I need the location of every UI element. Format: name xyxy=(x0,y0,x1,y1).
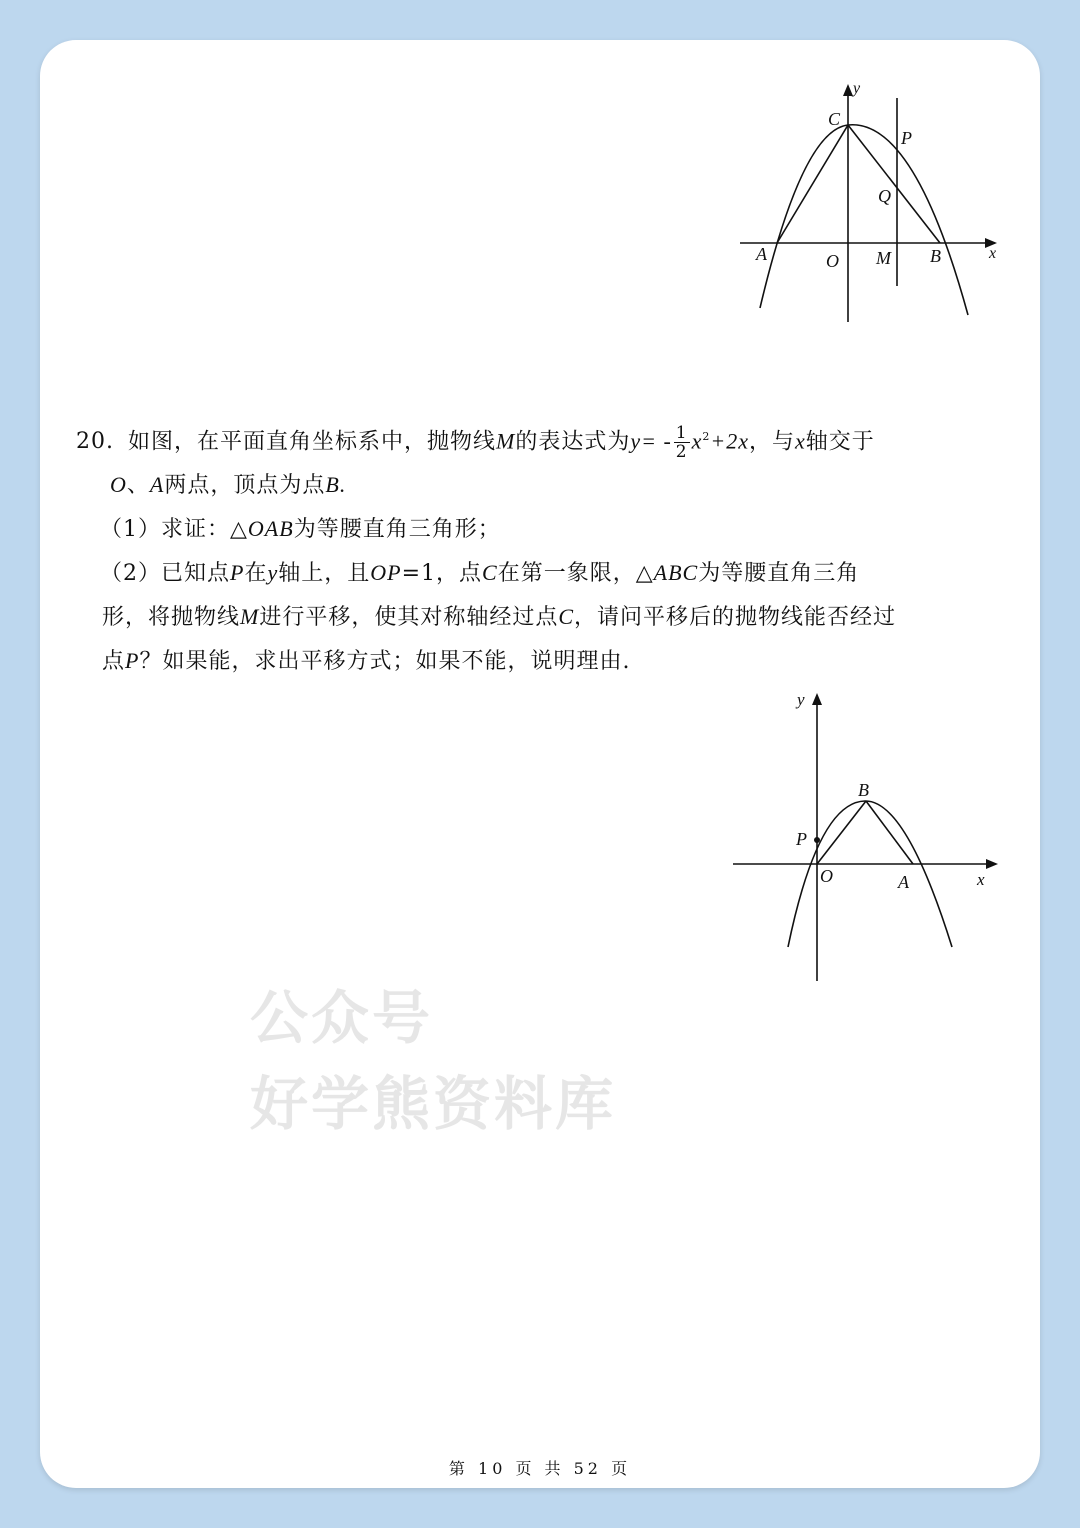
problem-part-2 xyxy=(76,551,1006,595)
label-a: A xyxy=(898,872,909,892)
problem-number: 20. xyxy=(76,429,114,455)
parabola-curve xyxy=(788,801,952,947)
text-segment: ，请问平移后的抛物线能否经过 xyxy=(574,605,897,631)
var-a: A xyxy=(149,472,165,498)
text-segment: 在第一象限，△ xyxy=(497,561,654,587)
label-b: B xyxy=(858,780,869,800)
text-segment: ？如果能，求出平移方式；如果不能，说明理由. xyxy=(139,649,631,675)
formula-exponent: 2 xyxy=(702,430,711,443)
var-c: C xyxy=(558,604,575,630)
text-segment: 两点，顶点为点 xyxy=(164,473,326,499)
problem-line-5 xyxy=(76,595,1006,639)
text-segment: 进行平移，使其对称轴经过点 xyxy=(259,605,559,631)
segment-cb xyxy=(848,125,940,243)
text-segment: 轴上，且 xyxy=(278,561,371,587)
var-m: M xyxy=(240,604,260,630)
label-b: B xyxy=(930,246,941,266)
formula-lhs: y= - xyxy=(630,428,672,454)
label-c: C xyxy=(828,109,841,129)
formula-x: x xyxy=(691,428,703,454)
label-x: x xyxy=(989,245,997,262)
fraction-numerator: 1 xyxy=(675,422,688,443)
label-y: y xyxy=(853,80,861,97)
point-p xyxy=(814,837,820,843)
var-abc: ABC xyxy=(653,560,699,586)
label-o: O xyxy=(826,251,839,271)
label-m: M xyxy=(876,248,891,268)
y-axis-arrow xyxy=(843,84,853,96)
page-footer: 第 10 页 共 52 页 xyxy=(448,1459,632,1478)
figure-bottom-parabola xyxy=(730,685,1010,985)
text-segment: 的表达式为 xyxy=(515,429,631,455)
var-y: y xyxy=(267,560,279,586)
figure-top-parabola xyxy=(740,78,1010,328)
var-oab: OAB xyxy=(247,516,294,542)
problem-line-2 xyxy=(76,463,1006,507)
document-page xyxy=(40,40,1040,1488)
text-segment: 轴交于 xyxy=(805,429,875,455)
var-x: x xyxy=(795,428,806,454)
var-op: OP xyxy=(370,560,402,586)
problem-line-1 xyxy=(76,415,1006,463)
segment-ba xyxy=(866,801,913,864)
formula-rest: +2x xyxy=(710,428,750,454)
text-segment: ，与 xyxy=(749,429,796,455)
text-segment: =1，点 xyxy=(401,561,483,587)
var-b: B. xyxy=(325,472,347,498)
text-segment: （1）求证：△ xyxy=(100,517,248,543)
segment-ac xyxy=(777,125,848,243)
text-segment: 为等腰直角三角 xyxy=(698,561,860,587)
var-m: M xyxy=(496,428,516,454)
fraction-one-half xyxy=(674,424,690,461)
x-axis-arrow xyxy=(986,859,998,869)
problem-line-6 xyxy=(76,639,1006,683)
label-o: O xyxy=(820,866,833,886)
var-o: O xyxy=(110,472,127,498)
label-x: x xyxy=(977,870,985,889)
text-segment: 形，将抛物线 xyxy=(102,605,241,631)
text-segment: 为等腰直角三角形； xyxy=(293,517,501,543)
text-segment: 点 xyxy=(102,649,126,675)
text-segment: （2）已知点 xyxy=(100,561,230,587)
figure-top-svg xyxy=(740,78,1010,328)
label-y: y xyxy=(797,690,805,709)
fraction-denominator: 2 xyxy=(675,441,688,462)
watermark-line-1: 公众号 xyxy=(250,984,434,1052)
var-p: P xyxy=(125,648,140,674)
text-segment: 、 xyxy=(126,473,150,499)
watermark xyxy=(250,975,616,1147)
text-segment: 如图，在平面直角坐标系中，抛物线 xyxy=(128,429,497,455)
problem-20 xyxy=(76,415,1006,683)
label-a: A xyxy=(756,244,767,264)
label-p: P xyxy=(901,128,912,148)
label-p: P xyxy=(796,829,807,849)
label-q: Q xyxy=(878,186,891,206)
figure-bottom-svg xyxy=(730,685,1010,985)
y-axis-arrow xyxy=(812,693,822,705)
watermark-line-2: 好学熊资料库 xyxy=(250,1070,617,1138)
text-segment: 在 xyxy=(244,561,268,587)
var-c: C xyxy=(482,560,498,586)
var-p: P xyxy=(230,560,245,586)
problem-part-1 xyxy=(76,507,1006,551)
